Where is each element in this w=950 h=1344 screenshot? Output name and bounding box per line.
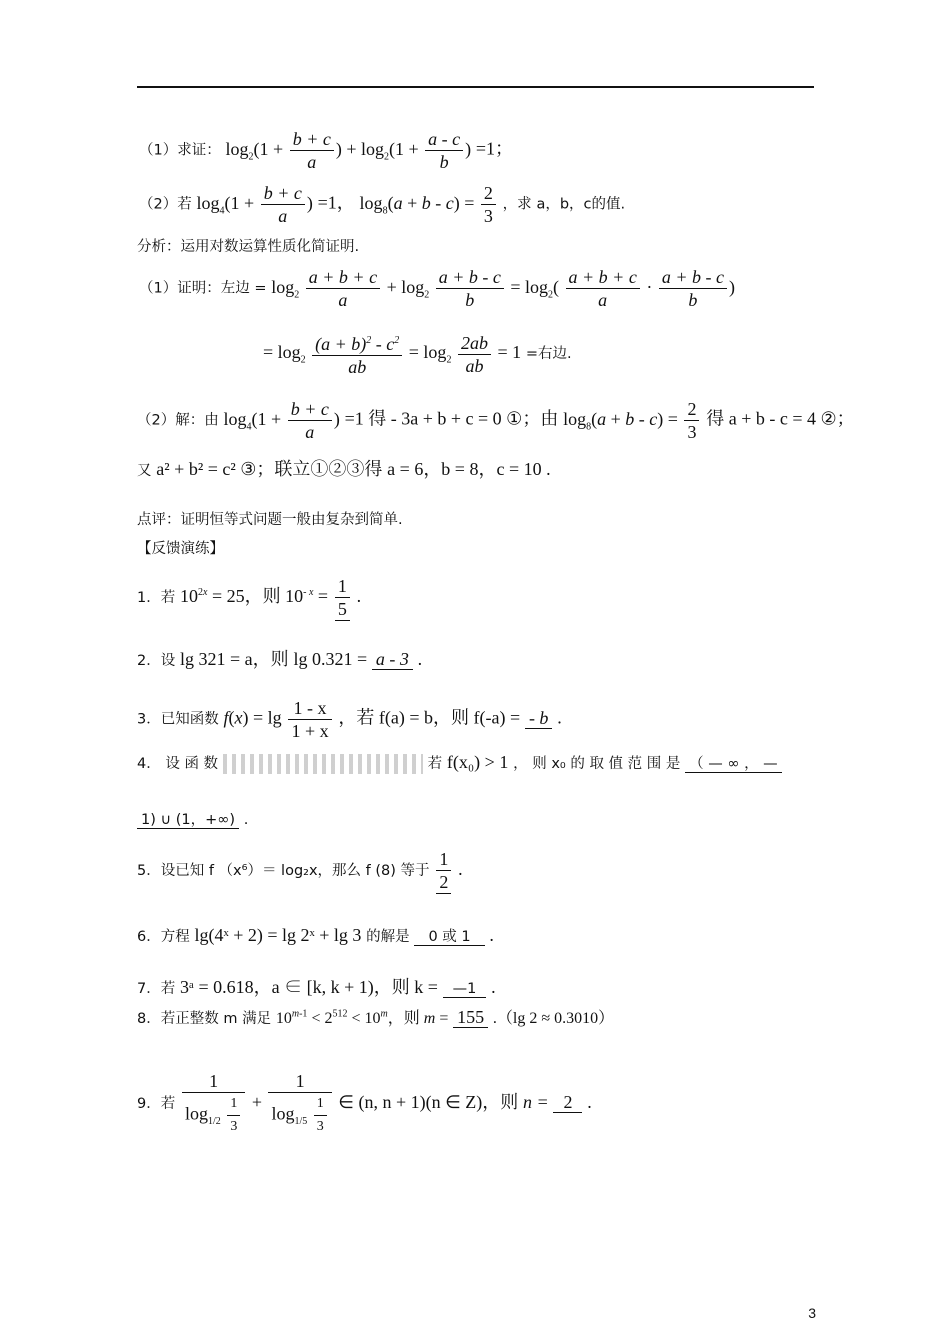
question-7-expression: 3ᵃ = 0.618，a ∈ [k, k + 1)，则 k = (180, 977, 438, 997)
question-3-number: 3．已知函数 (137, 711, 219, 728)
question-3-fraction: $\frac{1 - x}{1 + x}$ (288, 697, 331, 742)
question-7-answer: —1 (443, 981, 487, 998)
question-2-answer: a - 3 (372, 649, 413, 670)
question-3-mid: ，若 f(a) = b，则 f(-a) = (338, 707, 521, 728)
question-8 (137, 1005, 614, 1028)
question-4-end: . (243, 812, 249, 828)
question-7-end: . (491, 977, 496, 997)
header-rule (137, 86, 814, 88)
problem-1-label: （1）求证： (139, 142, 221, 159)
piecewise-function-image (223, 754, 423, 774)
solution-2-part-c: 又 (137, 463, 152, 479)
question-2-number: 2．设 (137, 653, 176, 669)
problem-2-vars: a，b，c的值. (536, 196, 626, 213)
proof-1-line-2: = $\log_2$ $\frac{(a + b)^2 - c^2}{ab}$ = $\log_2$ $\frac{2ab}{ab}$ = 1 =右边. (263, 330, 572, 378)
question-2 (137, 645, 422, 671)
proof-1-line-1: $\log_2$ $\frac{a + b + c}{a}$ + $\log_2$ $\frac{a + b - c}{b}$ = $\log_2$( $\frac{a + b + c}{a}$ · $\frac{a + b - c}{b}$ ) (271, 267, 735, 310)
question-3-answer: - b (525, 708, 553, 729)
question-2-expression-2: lg 0.321 = (293, 649, 368, 669)
question-8-end: .（lg 2 ≈ 0.3010） (492, 1010, 615, 1027)
solution-2-cont (137, 455, 551, 481)
question-5-answer: $\frac{1}{2}$ (436, 848, 451, 894)
question-9-mid: ∈ (n, n + 1)(n ∈ Z)，则 (338, 1092, 519, 1113)
question-5-text: 5．设已知 f （x⁶）＝ log₂x，那么 f (8) 等于 (137, 863, 430, 879)
question-8-expression: $10^{m-1} < 2^{512} < 10^m$，则 m = (275, 1008, 449, 1027)
feedback-title: 【反馈演练】 (137, 541, 224, 557)
question-5 (137, 848, 463, 894)
proof-1 (139, 266, 735, 311)
question-2-expression: lg 321 = a，则 (180, 649, 289, 669)
question-9-expression: 1 $\log_{1/2}$ $\frac{1}{3}$ + 1 $\log_{1/5}$ $\frac{1}{3}$ (180, 1092, 338, 1112)
analysis: 分析：运用对数运算性质化简证明. (137, 239, 360, 255)
question-6-mid: 的解是 (366, 929, 410, 945)
question-6-end: . (489, 925, 494, 945)
solution-2-part-d: a² + b² = c² ③；联立①②③得 (156, 459, 383, 479)
question-1-number: 1．若 (137, 590, 176, 606)
solution-2 (137, 398, 855, 443)
solution-2-expression: $\log_4(1$ + $\frac{b + c}{a}$ ) (223, 399, 340, 442)
page-number: 3 (808, 1305, 816, 1321)
solution-2-expression-2: $\log_8(a + b - c)$ = $\frac{2}{3}$ (563, 409, 701, 429)
question-4-condition: f(x₀) > 1 (446, 752, 509, 772)
question-1-end: . (356, 586, 362, 606)
question-6 (137, 925, 494, 946)
question-9-expression-2: n = (523, 1092, 549, 1113)
question-7-number: 7．若 (137, 981, 176, 997)
problem-2-ask: ，求 (502, 196, 532, 213)
question-1-expression: $10^{2x} = 25$，则 $10^{- x}$ = (180, 586, 329, 606)
question-4-number: 4． 设 函 数 (137, 756, 219, 772)
question-4-mid-2: ， 则 x₀ 的 取 值 范 围 是 (513, 756, 681, 772)
question-8-answer: 155 (453, 1007, 488, 1028)
solution-2-part-a: =1 得 - 3a + b + c = 0 ①；由 (344, 408, 559, 429)
problem-1-expression: $\log_2(1$ + $\frac{b + c}{a}$ ) + $\log_2(1$ + $\frac{a - c}{b}$ ) (225, 129, 472, 172)
question-2-end: . (417, 649, 423, 669)
question-1 (137, 575, 361, 621)
question-3-end: . (557, 707, 562, 728)
question-4-mid: 若 (427, 756, 443, 772)
solution-2-part-b: 得 a + b - c = 4 ②； (706, 408, 855, 429)
question-9 (137, 1070, 592, 1138)
question-4-answer-2: 1) ∪ (1，+∞) (137, 812, 239, 829)
problem-2-label: （2）若 (139, 196, 192, 213)
solution-2-part-e: a = 6，b = 8，c = 10 . (387, 459, 551, 479)
solution-2-label: （2）解：由 (137, 412, 219, 429)
problem-1-tail: =1； (475, 138, 514, 159)
comment: 点评：证明恒等式问题一般由复杂到简单. (137, 512, 403, 528)
question-6-expression: lg(4ˣ + 2) = lg 2ˣ + lg 3 (194, 925, 362, 945)
question-6-number: 6．方程 (137, 929, 190, 945)
question-9-answer: 2 (553, 1092, 582, 1113)
question-1-answer: $\frac{1}{5}$ (335, 575, 350, 621)
problem-2-expression: $\log_4(1$ + $\frac{b + c}{a}$ ) (196, 183, 313, 226)
question-4-answer: （ — ∞ ， — (685, 756, 782, 773)
problem-2-expression-2: $\log_8(a + b - c)$ = $\frac{2}{3}$ (360, 193, 498, 213)
question-3: 3．已知函数 f(x) = lg $\frac{1 - x}{1 + x}$ ，若 f(a) = b，则 f(-a) = - b . (137, 698, 562, 741)
problem-2-mid: =1， (317, 192, 355, 213)
question-5-end: . (458, 859, 463, 879)
proof-1-label: （1）证明：左边 = (139, 280, 267, 297)
question-4-cont (137, 808, 248, 829)
question-6-answer: 0 或 1 (414, 929, 484, 946)
question-7 (137, 973, 496, 999)
problem-2 (139, 182, 625, 227)
question-9-end: . (587, 1092, 592, 1113)
question-9-number: 9．若 (137, 1096, 176, 1113)
question-8-number: 8．若正整数 m 满足 (137, 1011, 272, 1027)
problem-1 (139, 128, 513, 173)
question-4 (137, 752, 782, 774)
proof-1-tail: =右边. (525, 346, 572, 363)
